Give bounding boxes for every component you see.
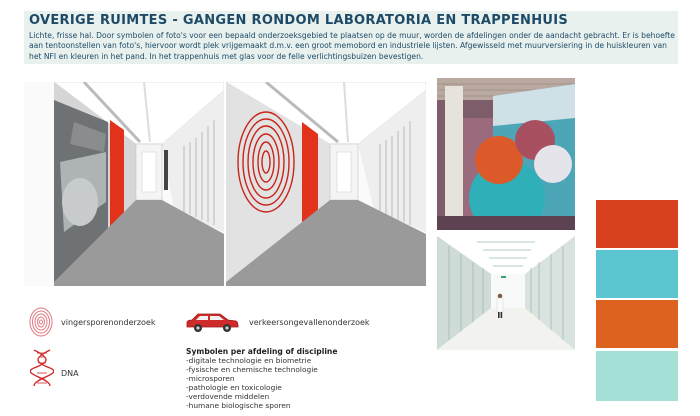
list-item: -humane biologische sporen bbox=[186, 400, 291, 410]
fingerprint-label: vingersporenonderzoek bbox=[61, 318, 156, 327]
corridor-render-photo-wall bbox=[24, 82, 224, 286]
color-swatch-red bbox=[596, 200, 678, 248]
stairwell-mural-photo bbox=[437, 78, 575, 230]
symbols-title: Symbolen per afdeling of discipline bbox=[186, 347, 338, 356]
color-swatch-orange bbox=[596, 300, 678, 348]
symbols-list bbox=[186, 357, 318, 410]
corridor-render-fingerprint bbox=[226, 82, 426, 286]
list-item: -pathologie en toxicologie bbox=[186, 382, 282, 392]
fingerprint-icon bbox=[28, 306, 54, 342]
page-description: Lichte, frisse hal. Door symbolen of foto's voor een bepaald onderzoeksgebied te plaatsen op de muur, worden de afdelingen onder de aandacht gebracht. Er is behoefte aan tentoonstellen van foto's, hiervoor wordt plek vrijgemaakt d.m.v. een groot memobord en industriele lijsten. Afgewisseld met muurversiering in de huiskleuren van het NFI en kleuren in het pand. In het trappenhuis met glas voor de felle verlichtingsbuizen bevestigen. bbox=[29, 31, 675, 61]
dna-label: DNA bbox=[61, 369, 79, 378]
list-item: -microsporen bbox=[186, 373, 235, 383]
page-title: OVERIGE RUIMTES - GANGEN RONDOM LABORATORIA EN TRAPPENHUIS bbox=[29, 13, 569, 28]
car-icon bbox=[184, 312, 240, 338]
color-swatch-mint bbox=[596, 351, 678, 401]
color-swatch-turquoise bbox=[596, 250, 678, 298]
dna-icon bbox=[30, 348, 54, 392]
list-item: -verdovende middelen bbox=[186, 391, 270, 401]
car-label: verkeersongevallenonderzoek bbox=[249, 318, 370, 327]
list-item: -digitale technologie en biometrie bbox=[186, 356, 312, 365]
lab-corridor-photo bbox=[437, 236, 575, 350]
list-item: -fysische en chemische technologie bbox=[186, 364, 318, 374]
